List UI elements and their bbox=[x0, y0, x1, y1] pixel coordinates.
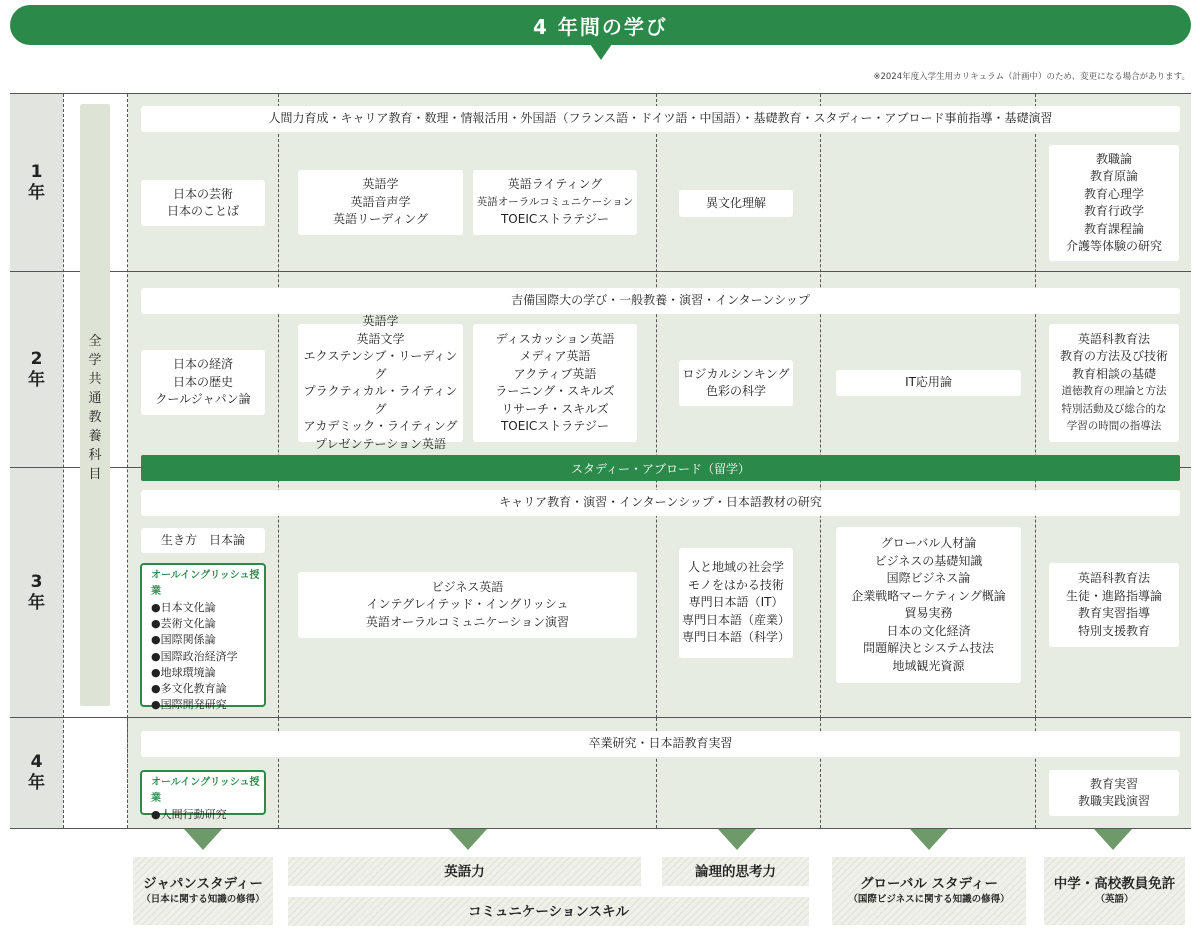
course: 専門日本語（産業） bbox=[681, 612, 790, 627]
course: 教育実習指導 bbox=[1077, 606, 1150, 620]
course: 国際ビジネス論 bbox=[886, 571, 971, 585]
arrow-down-icon bbox=[449, 829, 487, 850]
year1-teacher-box bbox=[1049, 145, 1179, 261]
common-char: 教 bbox=[88, 410, 102, 425]
year1-writing-box bbox=[473, 170, 637, 235]
page-title: 4 年間の学び bbox=[10, 5, 1191, 45]
year2-logic-box bbox=[679, 360, 793, 406]
course: グローバル人材論 bbox=[880, 536, 977, 550]
course: ●多文化教育論 bbox=[151, 682, 227, 696]
year-unit: 年 bbox=[28, 592, 45, 613]
common-subjects-bar bbox=[80, 104, 110, 706]
year2-discussion-box bbox=[473, 324, 637, 442]
course: 人と地域の社会学 bbox=[687, 560, 784, 575]
year3-logic-box bbox=[679, 548, 793, 658]
course: メディア英語 bbox=[519, 349, 591, 363]
course: 教育行政学 bbox=[1083, 204, 1144, 218]
study-abroad-label: スタディー・アブロード（留学） bbox=[570, 461, 751, 476]
outcome-title: ジャパンスタディー bbox=[143, 876, 263, 892]
year3-teacher-box bbox=[1049, 563, 1179, 647]
year-3-label bbox=[10, 468, 63, 717]
banner-text: キャリア教育・演習・インターンシップ・日本語教材の研究 bbox=[499, 495, 822, 510]
outcome-subtitle: （国際ビジネスに関する知識の修得） bbox=[848, 894, 1010, 905]
year-number: 2 bbox=[30, 348, 43, 369]
course: 日本のことば bbox=[166, 204, 239, 218]
course: プレゼンテーション英語 bbox=[314, 436, 447, 451]
year-unit: 年 bbox=[28, 773, 45, 793]
year-number: 4 bbox=[30, 752, 43, 772]
study-abroad-bar bbox=[141, 455, 1180, 481]
common-char: 共 bbox=[88, 372, 102, 387]
all-english-title: オールイングリッシュ授業 bbox=[151, 570, 260, 597]
common-char: 科 bbox=[88, 448, 102, 463]
course: 専門日本語（科学） bbox=[681, 630, 790, 645]
course: ●国際関係論 bbox=[151, 633, 216, 647]
course: TOEICストラテジー bbox=[500, 419, 610, 433]
course: 教職実践演習 bbox=[1077, 794, 1150, 808]
course: 教職論 bbox=[1095, 151, 1132, 166]
outcome-title: コミュニケーションスキル bbox=[468, 903, 629, 920]
course: IT応用論 bbox=[905, 375, 952, 390]
common-char: 目 bbox=[88, 467, 102, 482]
course: 英語ライティング bbox=[507, 177, 603, 192]
course: 英語学 bbox=[362, 177, 399, 192]
year4-all-english-box bbox=[140, 770, 266, 821]
arrow-down-icon bbox=[184, 829, 222, 850]
year4-common-banner bbox=[141, 731, 1180, 757]
course: インテグレイテッド・イングリッシュ bbox=[366, 597, 569, 612]
course: 特別活動及び総合的な bbox=[1061, 402, 1167, 415]
col-divider bbox=[63, 94, 64, 828]
year-1-label bbox=[10, 94, 63, 271]
year2-teacher-box bbox=[1049, 324, 1179, 442]
all-english-title: オールイングリッシュ授業 bbox=[151, 777, 260, 804]
outcome-title: 中学・高校教員免許 bbox=[1053, 876, 1176, 892]
course: エクステンシブ・リーディング bbox=[303, 349, 458, 381]
course: 英語科教育法 bbox=[1077, 571, 1150, 585]
course: アカデミック・ライティング bbox=[303, 419, 458, 433]
year1-japan-box bbox=[141, 180, 265, 226]
outcome-subtitle: （日本に関する知識の修得） bbox=[141, 894, 265, 905]
course: ディスカッション英語 bbox=[495, 331, 615, 346]
outcome-english bbox=[288, 857, 641, 886]
year-unit: 年 bbox=[28, 369, 45, 390]
grid-line-y1 bbox=[110, 271, 1191, 272]
outcome-title: 論理的思考力 bbox=[695, 863, 776, 880]
year3-english-box bbox=[298, 572, 637, 638]
col-divider bbox=[127, 718, 128, 828]
course: 道徳教育の理論と方法 bbox=[1061, 385, 1167, 397]
course: リサーチ・スキルズ bbox=[501, 401, 609, 416]
course: 学習の時間の指導法 bbox=[1066, 420, 1162, 432]
banner-text: 吉備国際大の学び・一般教養・演習・インターンシップ bbox=[511, 293, 810, 308]
course: ラーニング・スキルズ bbox=[495, 384, 615, 398]
course: 教育相談の基礎 bbox=[1071, 366, 1156, 381]
banner-arrow bbox=[590, 44, 612, 60]
course: 英語科教育法 bbox=[1077, 331, 1150, 346]
course: ●日本文化論 bbox=[151, 601, 216, 614]
course: ビジネスの基礎知識 bbox=[874, 553, 983, 568]
course: 教育原論 bbox=[1089, 169, 1138, 183]
course: 生き方 日本論 bbox=[160, 532, 245, 547]
curriculum-note: ※2024年度入学生用カリキュラム（計画中）のため、変更になる場合があります。 bbox=[873, 72, 1190, 82]
course: 英語学 bbox=[362, 314, 399, 328]
course: 介護等体験の研究 bbox=[1065, 239, 1162, 253]
year2-common-banner bbox=[141, 288, 1180, 314]
course: プラクティカル・ライティング bbox=[303, 384, 458, 416]
year1-common-banner bbox=[141, 106, 1180, 132]
year1-logic-box bbox=[679, 190, 793, 217]
outcome-global-study bbox=[832, 857, 1026, 925]
course: 教育課程論 bbox=[1083, 221, 1144, 236]
outcome-teacher-license bbox=[1044, 857, 1185, 925]
year-number: 3 bbox=[30, 571, 43, 592]
year2-global-box bbox=[836, 370, 1021, 396]
course: 生徒・進路指導論 bbox=[1065, 588, 1162, 603]
arrow-down-icon bbox=[910, 829, 948, 850]
years-1-3-area bbox=[128, 94, 1191, 717]
course: 貿易実務 bbox=[904, 606, 953, 620]
course: 特別支援教育 bbox=[1077, 623, 1150, 638]
common-char: 全 bbox=[88, 334, 102, 349]
course: 教育の方法及び技術 bbox=[1059, 349, 1168, 363]
course: ●国際開発研究 bbox=[151, 698, 227, 712]
grid-top-line bbox=[10, 93, 1191, 94]
course: 教育実習 bbox=[1089, 776, 1138, 791]
course: 日本の文化経済 bbox=[886, 623, 971, 638]
course: 異文化理解 bbox=[705, 195, 766, 210]
course: クールジャパン論 bbox=[155, 392, 251, 407]
course: 企業戦略マーケティング概論 bbox=[851, 588, 1006, 603]
course: TOEICストラテジー bbox=[500, 212, 610, 227]
outcome-logic bbox=[662, 857, 809, 886]
course: 英語音声学 bbox=[350, 194, 411, 209]
course: 色彩の科学 bbox=[705, 384, 766, 398]
year-number: 1 bbox=[30, 161, 43, 182]
course: 英語オーラルコミュニケーション bbox=[476, 195, 634, 208]
course: ●地球環境論 bbox=[151, 665, 216, 679]
course: ●人間行動研究 bbox=[151, 808, 227, 821]
grid-line-y2 bbox=[10, 467, 80, 468]
year2-english-box bbox=[298, 314, 463, 451]
course: ロジカルシンキング bbox=[682, 366, 790, 381]
course: 英語リーディング bbox=[333, 212, 428, 227]
course: アクティブ英語 bbox=[513, 366, 597, 381]
course: ●芸術文化論 bbox=[151, 617, 216, 631]
outcome-japan-study bbox=[133, 857, 273, 925]
course: 教育心理学 bbox=[1083, 186, 1144, 201]
year3-all-english-box bbox=[140, 563, 266, 712]
common-char: 学 bbox=[88, 353, 102, 368]
outcome-title: 英語力 bbox=[444, 863, 485, 880]
common-char: 養 bbox=[88, 429, 102, 444]
outcome-subtitle: （英語） bbox=[1095, 894, 1134, 905]
year-4-label bbox=[10, 718, 63, 828]
year-unit: 年 bbox=[28, 182, 45, 203]
course: 専門日本語（IT） bbox=[688, 595, 784, 610]
year2-japan-box bbox=[141, 350, 265, 415]
course: ビジネス英語 bbox=[431, 579, 504, 594]
year-2-label bbox=[10, 272, 63, 467]
course: モノをはかる技術 bbox=[688, 577, 784, 592]
year4-teacher-box bbox=[1049, 770, 1179, 816]
outcome-communication bbox=[288, 897, 809, 926]
grid-line-y1 bbox=[10, 271, 80, 272]
year3-global-box bbox=[836, 527, 1021, 683]
course: ●国際政治経済学 bbox=[151, 649, 238, 663]
arrow-down-icon bbox=[718, 829, 756, 850]
year3-common-banner bbox=[141, 490, 1180, 516]
year1-english-box bbox=[298, 170, 463, 235]
common-char: 通 bbox=[88, 391, 102, 406]
banner-text: 人間力育成・キャリア教育・数理・情報活用・外国語（フランス語・ドイツ語・中国語）・基礎教育・スタディー・アブロード事前指導・基礎演習 bbox=[268, 111, 1053, 126]
course: 地域観光資源 bbox=[892, 658, 965, 673]
banner-text: 卒業研究・日本語教育実習 bbox=[588, 736, 733, 751]
course: 英語オーラルコミュニケーション演習 bbox=[366, 614, 569, 629]
course: 英語文学 bbox=[356, 331, 405, 346]
year3-japan-box bbox=[141, 528, 265, 553]
outcome-title: グローバル スタディー bbox=[860, 876, 998, 892]
course: 日本の経済 bbox=[172, 357, 233, 372]
course: 日本の歴史 bbox=[172, 374, 233, 389]
course: 問題解決とシステム技法 bbox=[863, 641, 994, 655]
course: 日本の芸術 bbox=[172, 186, 233, 201]
arrow-down-icon bbox=[1094, 829, 1132, 850]
